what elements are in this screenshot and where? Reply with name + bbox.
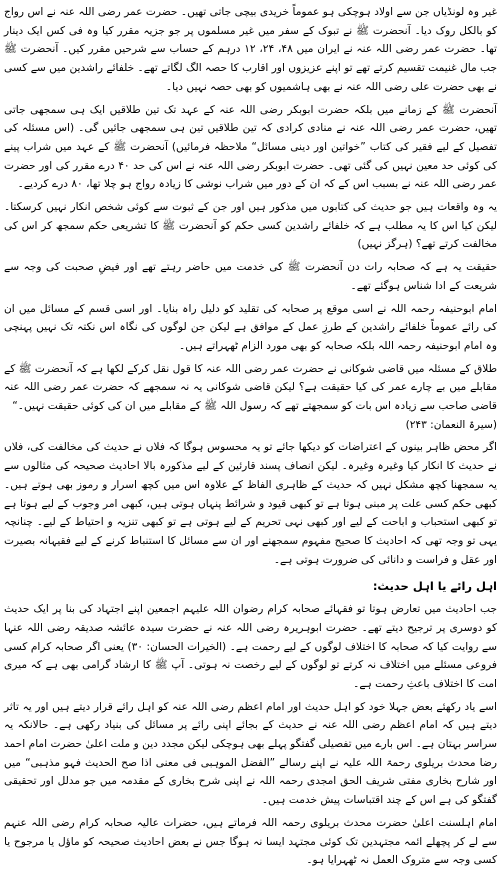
paragraph: اسے یاد رکھئے بعض جہلا خود کو اہل حدیث اور امام اعظم رضی اللہ عنہ کو اہل رائے قرار دیتے ہیں اور یہ تاثر دیتے ہیں کہ امام اعظم رضی اللہ عنہ نے حدیث کے بجائے اپنی رائے پر مسائل کی بنیاد رکھی ہے۔ حالانکہ یہ سراسر بہتان ہے۔ اس بارے میں تفصیلی گفتگو پہلے بھی ہوچکی لیکن مجدد دین و ملت اعلیٰ حضرت امام احمد رضا محدث بریلوی رحمۃ اللہ علیہ نے اپنے رسالے ”الفضل الموہبی فی معنی اذا صح الحدیث فہو مذہبی“ میں اور شارح بخاری مفتی شریف الحق امجدی رحمہ اللہ نے اپنی شرح بخاری کے مقدمہ میں جو مدلل اور تحقیقی گفتگو کی ہے اس کے چند اقتباسات پیش خدمت ہیں۔ (4, 700, 497, 807)
section-heading: اہل رائے یا اہل حدیث: (372, 579, 497, 594)
paragraph: امام اہلسنت اعلیٰ حضرت محدث بریلوی رحمہ اللہ فرماتے ہیں، حضرات عالیہ صحابہ کرام رضی اللہ عنہم سے لے کر پچھلے ائمہ مجتہدین تک کوئی مجتہد ایسا نہ ہوگا جس نے بعض احادیث صحیحہ کو ماؤل یا مرجوح یا کسی وجہ سے متروک العمل نہ ٹھہرایا ہو۔ (4, 816, 497, 867)
paragraph: غیر وہ لونڈیاں جن سے اولاد ہوچکی ہو عموماً خریدی بیچی جاتی تھیں۔ حضرت عمر رضی اللہ عنہ نے اس رواج کو بالکل روک دیا۔ آنحضرت ﷺ نے تبوک کے سفر میں غیر مسلموں پر جو جزیہ مقرر کیا وہ فی کس ایک دینار تھا۔ حضرت عمر رضی اللہ عنہ نے ایران میں ۴۸، ۲۴، ۱۲ درہم کے حساب سے شرحیں مقرر کیں۔ آنحضرت ﷺ جب مال غنیمت تقسیم کرتے تھے تو اپنے عزیزوں اور اقارب کا حصہ الگ لگاتے تھے۔ خلفائے راشدین میں سے کسی نے بھی حضرت علی رضی اللہ عنہ نے بھی ہاشمیوں کو بھی حصہ نہیں دیا۔ (4, 6, 497, 93)
paragraph: طلاق کے مسئلہ میں قاضی شوکانی نے حضرت عمر رضی اللہ عنہ کا قول نقل کرکے لکھا ہے کہ آنحضرت ﷺ کے مقابلے میں بے چارے عمر کی کیا حقیقت ہے؟ لیکن قاضی شوکانی یہ نہ سمجھے کہ حضرت عمر رضی اللہ عنہ قاضی صاحب سے زیادہ اس بات کو سمجھتے تھے کہ رسول اللہ ﷺ کے مقابلے میں ان کی کوئی حقیقت نہیں۔“ (4, 362, 497, 413)
paragraph: یہ وہ واقعات ہیں جو حدیث کی کتابوں میں مذکور ہیں اور جن کے ثبوت سے کوئی شخص انکار نہیں کرسکتا۔ لیکن کیا اس کا یہ مطلب ہے کہ خلفائے راشدین کسی حکم کو آنحضرت ﷺ کا تشریعی حکم سمجھ کر اس کی مخالفت کرتے تھے؟ (ہرگز نہیں) (4, 201, 497, 251)
citation: (سیرۃ النعمان: ۲۴۳) (405, 418, 497, 431)
paragraph: آنحضرت ﷺ کے زمانے میں بلکہ حضرت ابوبکر رضی اللہ عنہ کے عہد تک تین طلاقیں ایک ہی سمجھی جاتی تھیں، حضرت عمر رضی اللہ عنہ نے منادی کرادی کہ تین طلاقیں تین ہی سمجھی جائیں گی۔ (اس مسئلہ کی تفصیل کے لیے فقیر کی کتاب ”خواتین اور دینی مسائل“ ملاحظہ فرمائیں) آنحضرت ﷺ کے عہد میں شراب پینے کی کوئی حد معین نہیں کی گئی تھی۔ حضرت ابوبکر رضی اللہ عنہ نے اس کی حد ۴۰ درے مقرر کی اور حضرت عمر رضی اللہ عنہ نے بسبب اس کے کہ ان کے دور میں شراب نوشی کا زیادہ رواج ہو چلا تھا، ۸۰ درے کردیے۔ (4, 103, 497, 191)
paragraph: حقیقت یہ ہے کہ صحابہ رات دن آنحضرت ﷺ کی خدمت میں حاضر رہتے تھے اور فیضِ صحبت کی وجہ سے شریعت کے ادا شناس ہوگئے تھے۔ (4, 261, 497, 292)
paragraph: جب احادیث میں تعارض ہوتا تو فقہائے صحابہ کرام رضوان اللہ علیہم اجمعین اپنے اجتہاد کی بنا پر ایک حدیث کو دوسری پر ترجیح دیتے تھے۔ حضرت ابوہریرہ رضی اللہ عنہ نے حضرت سیدہ عائشہ صدیقہ رضی اللہ عنہا سے روایت کیا کہ صحابہ کا اختلاف لوگوں کے لیے رحمت ہے۔ (الخیرات الحسان: ۳۰) یعنی اگر صحابہ کرام کسی فروعی مسئلے میں اختلاف نہ کرتے تو لوگوں کے لیے رخصت نہ ہوتی۔ آپ ﷺ کا ارشاد گرامی بھی ہے کہ میری امت کا اختلاف باعثِ رحمت ہے۔ (4, 603, 497, 690)
paragraph: امام ابوحنیفہ رحمہ اللہ نے اسی موقع پر صحابہ کی تقلید کو دلیل راہ بنایا۔ اور اسی قسم کے مسائل میں ان کی رائے عموماً خلفائے راشدین کے طرزِ عمل کے موافق ہے لیکن جن لوگوں کی نگاہ اس نکتہ تک نہیں پہنچی وہ امام ابوحنیفہ رحمہ اللہ بلکہ صحابہ کو بھی مورد الزام ٹھہراتے ہیں۔ (4, 302, 497, 352)
paragraph: اگر محض ظاہر بینوں کے اعتراضات کو دیکھا جائے تو یہ محسوس ہوگا کہ فلاں نے حدیث کی مخالفت کی، فلاں نے حدیث کا انکار کیا وغیرہ وغیرہ۔ لیکن انصاف پسند قارئین کے لیے مذکورہ بالا احادیث صحیحہ کی مثالوں سے یہ سمجھنا کچھ مشکل نہیں کہ حدیث کے ظاہری الفاظ کے علاوہ اس میں کچھ اسرار و رموز بھی ہوتے ہیں۔ کبھی حکم کسی علت پر مبنی ہوتا ہے تو کبھی قیود و شرائط پنہاں ہوتی ہیں، کبھی امر وجوب کے لیے ہوتا ہے تو کبھی استحباب و اباحت کے لیے اور کبھی نہی تحریم کے لیے ہوتی ہے تو کبھی تنزیہ و احتیاط کے لیے۔ چنانچہ یہی تو وجہ تھی کہ احادیث کا صحیح مفہوم سمجھنے اور ان سے مسائل کا استنباط کرنے کے لیے فقیہانہ بصیرت اور عقل و فراست و دانائی کی ضرورت ہوتی ہے۔ (4, 441, 497, 566)
